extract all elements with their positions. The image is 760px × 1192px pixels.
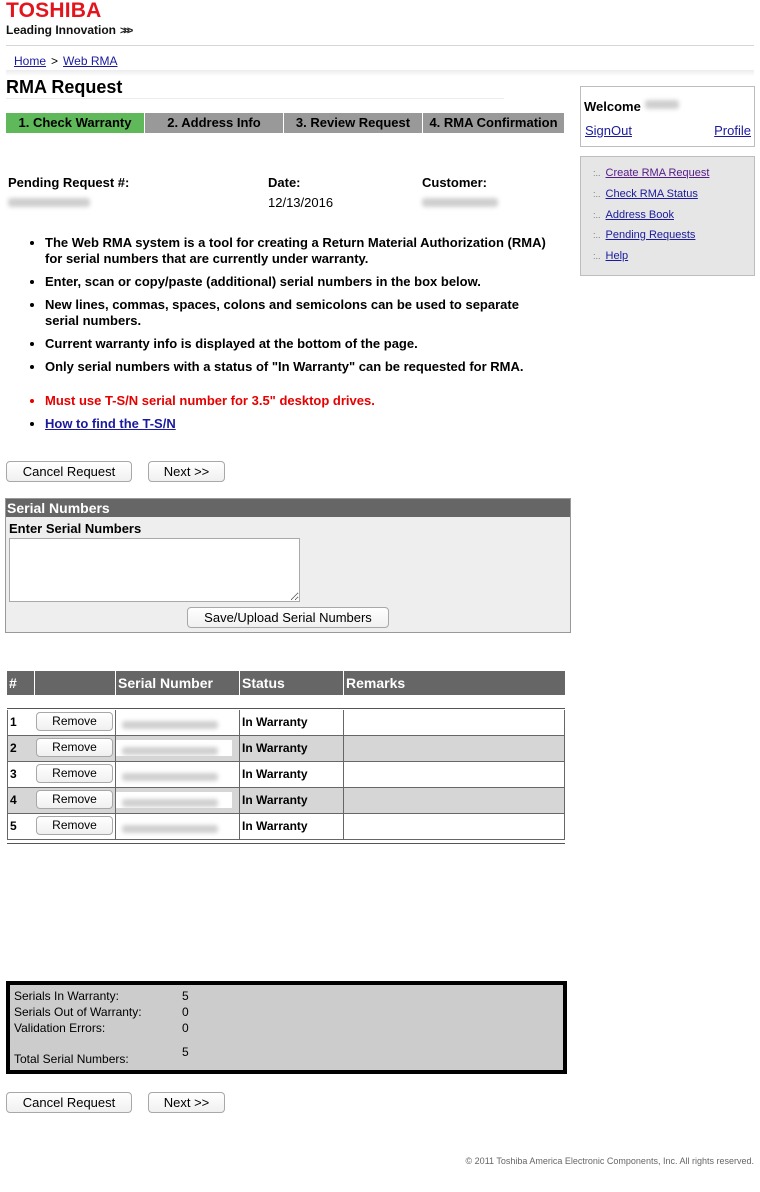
welcome-panel: [580, 86, 755, 147]
remove-button[interactable]: Remove: [36, 764, 113, 783]
tree-dots-icon: :..: [593, 210, 601, 220]
instruction-item: • New lines, commas, spaces, colons and semicolons can be used to separate serial numbers.: [45, 297, 550, 329]
help-link[interactable]: Help: [605, 250, 629, 262]
tree-dots-icon: :..: [593, 168, 601, 178]
instruction-item: • The Web RMA system is a tool for creating a Return Material Authorization (RMA) for serial numbers that are currently under warranty.: [45, 235, 550, 267]
status-cell: In Warranty: [242, 793, 308, 807]
create-rma-request-link[interactable]: Create RMA Request: [605, 167, 710, 179]
signout-link[interactable]: SignOut: [585, 123, 632, 138]
instruction-item: • Enter, scan or copy/paste (additional) serial numbers in the box below.: [45, 274, 550, 290]
next-button[interactable]: Next >>: [148, 461, 225, 482]
serial-numbers-panel: [5, 498, 571, 633]
date-value: 12/13/2016: [268, 195, 334, 210]
instruction-item: • Only serial numbers with a status of "In Warranty" can be requested for RMA.: [45, 359, 550, 375]
validation-errors-value: 0: [182, 1021, 189, 1035]
remove-button[interactable]: Remove: [36, 816, 113, 835]
menu-item-address-book: [593, 209, 674, 221]
serials-out-of-warranty-value: 0: [182, 1005, 189, 1019]
column-header-serial-number: Serial Number: [115, 671, 239, 695]
next-button-bottom[interactable]: Next >>: [148, 1092, 225, 1113]
copyright-footer: © 2011 Toshiba America Electronic Components, Inc. All rights reserved.: [465, 1156, 754, 1166]
warranty-summary: [6, 981, 567, 1074]
tagline-text: Leading Innovation: [6, 23, 116, 37]
status-cell: In Warranty: [242, 819, 308, 833]
instructions-list: [30, 235, 550, 439]
table-row: [7, 736, 565, 762]
redacted-serial-number: [116, 714, 232, 730]
status-cell: In Warranty: [242, 741, 308, 755]
title-divider: [6, 98, 504, 99]
instruction-item: • Current warranty info is displayed at the bottom of the page.: [45, 336, 550, 352]
serials-in-warranty-label: Serials In Warranty:: [14, 989, 119, 1003]
step-review-request: 3. Review Request: [284, 113, 423, 133]
welcome-label: Welcome: [584, 99, 641, 114]
menu-item-pending-requests: [593, 229, 695, 241]
menu-item-check-rma-status: [593, 188, 698, 200]
pending-requests-link[interactable]: Pending Requests: [605, 229, 696, 241]
tree-dots-icon: :..: [593, 230, 601, 240]
check-rma-status-link[interactable]: Check RMA Status: [605, 188, 698, 200]
row-number: 1: [10, 715, 17, 729]
sidebar-menu: [580, 156, 755, 276]
breadcrumb-web-rma-link[interactable]: Web RMA: [63, 54, 118, 68]
help-link-item: [45, 416, 550, 432]
toshiba-logo: TOSHIBA: [6, 0, 102, 22]
tagline-chevrons-icon: >>>: [120, 25, 131, 37]
redacted-serial-number: [116, 818, 232, 834]
enter-serial-numbers-label: Enter Serial Numbers: [9, 521, 142, 536]
pending-request-label: Pending Request #:: [8, 175, 130, 190]
page-title: RMA Request: [6, 77, 123, 97]
redacted-user-name: [645, 100, 679, 109]
remove-button[interactable]: Remove: [36, 790, 113, 809]
serials-out-of-warranty-label: Serials Out of Warranty:: [14, 1005, 142, 1019]
column-header-number: #: [9, 675, 17, 691]
profile-link[interactable]: Profile: [714, 123, 751, 138]
table-row: [7, 814, 565, 840]
step-rma-confirmation: 4. RMA Confirmation: [423, 113, 564, 133]
remove-button[interactable]: Remove: [36, 712, 113, 731]
progress-steps: [6, 113, 564, 133]
table-row: [7, 788, 565, 814]
tree-dots-icon: :..: [593, 251, 601, 261]
breadcrumb-home-link[interactable]: Home: [14, 54, 47, 68]
desktop-drive-warning: • Must use T-S/N serial number for 3.5" desktop drives.: [45, 393, 550, 409]
table-row: [7, 762, 565, 788]
address-book-link[interactable]: Address Book: [605, 209, 674, 221]
validation-errors-label: Validation Errors:: [14, 1021, 106, 1035]
how-to-find-tsn-link[interactable]: How to find the T-S/N: [45, 416, 176, 431]
column-header-status: Status: [239, 671, 343, 695]
breadcrumb-separator: >: [51, 54, 59, 68]
redacted-serial-number: [116, 766, 232, 782]
status-cell: In Warranty: [242, 715, 308, 729]
serial-numbers-input[interactable]: [9, 538, 300, 602]
breadcrumb-divider: [6, 70, 754, 76]
remove-button[interactable]: Remove: [36, 738, 113, 757]
customer-label: Customer:: [422, 175, 488, 190]
serials-in-warranty-value: 5: [182, 989, 189, 1003]
row-number: 5: [10, 819, 17, 833]
table-top-rule: [7, 708, 565, 709]
row-number: 4: [10, 793, 17, 807]
menu-item-create-rma: [593, 167, 709, 179]
table-row: [7, 710, 565, 736]
step-check-warranty: 1. Check Warranty: [6, 113, 145, 133]
serials-table-header: [7, 671, 565, 695]
table-bottom-rule: [7, 843, 565, 844]
column-header-action: [34, 671, 115, 695]
cancel-request-button-bottom[interactable]: Cancel Request: [6, 1092, 132, 1113]
date-label: Date:: [268, 175, 301, 190]
serial-numbers-title: Serial Numbers: [6, 499, 570, 517]
total-serial-numbers-label: Total Serial Numbers:: [14, 1052, 129, 1066]
tree-dots-icon: :..: [593, 189, 601, 199]
redacted-serial-number: [116, 792, 232, 808]
cancel-request-button[interactable]: Cancel Request: [6, 461, 132, 482]
row-number: 3: [10, 767, 17, 781]
menu-item-help: [593, 250, 628, 262]
total-serial-numbers-value: 5: [182, 1045, 189, 1059]
header-divider: [6, 45, 754, 46]
save-upload-serial-numbers-button[interactable]: Save/Upload Serial Numbers: [187, 607, 389, 628]
column-header-remarks: Remarks: [343, 671, 565, 695]
row-number: 2: [10, 741, 17, 755]
breadcrumb: [14, 54, 118, 68]
redacted-request-number: [8, 198, 90, 207]
tagline: [6, 23, 130, 38]
redacted-serial-number: [116, 740, 232, 756]
step-address-info: 2. Address Info: [145, 113, 284, 133]
status-cell: In Warranty: [242, 767, 308, 781]
redacted-customer-name: [422, 198, 498, 207]
